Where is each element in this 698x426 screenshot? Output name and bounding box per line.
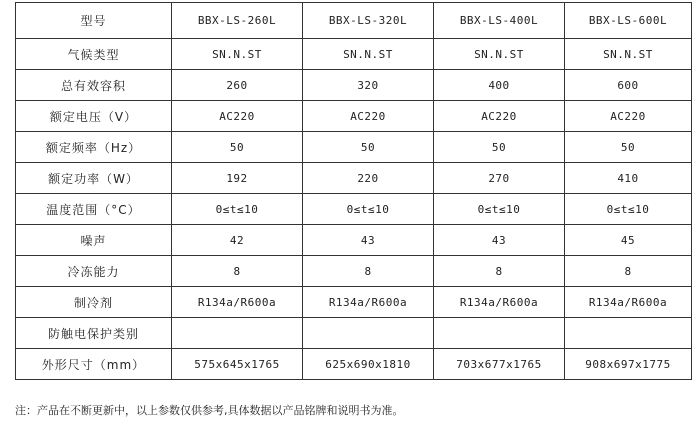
value-cell: 410 — [565, 163, 692, 194]
value-cell: R134a/R600a — [434, 287, 565, 318]
value-cell: 0≤t≤10 — [303, 194, 434, 225]
value-cell: 703x677x1765 — [434, 349, 565, 380]
value-cell: 50 — [303, 132, 434, 163]
header-model-cell: BBX-LS-600L — [565, 3, 692, 39]
value-cell: 45 — [565, 225, 692, 256]
table-row — [16, 39, 692, 70]
value-cell: 8 — [172, 256, 303, 287]
value-cell: 43 — [434, 225, 565, 256]
value-cell: 270 — [434, 163, 565, 194]
value-cell: 220 — [303, 163, 434, 194]
value-cell — [303, 318, 434, 349]
row-label-cell: 额定电压（V） — [16, 101, 172, 132]
table-row — [16, 101, 692, 132]
row-label-cell: 噪声 — [16, 225, 172, 256]
row-label-cell: 气候类型 — [16, 39, 172, 70]
value-cell: AC220 — [172, 101, 303, 132]
value-cell: AC220 — [434, 101, 565, 132]
value-cell: 43 — [303, 225, 434, 256]
header-model-cell: BBX-LS-320L — [303, 3, 434, 39]
header-model-cell: BBX-LS-260L — [172, 3, 303, 39]
value-cell: 400 — [434, 70, 565, 101]
row-label-cell: 总有效容积 — [16, 70, 172, 101]
table-row — [16, 194, 692, 225]
value-cell — [434, 318, 565, 349]
value-cell: 0≤t≤10 — [434, 194, 565, 225]
value-cell: R134a/R600a — [565, 287, 692, 318]
table-body — [16, 39, 692, 380]
table-row — [16, 287, 692, 318]
row-label-cell: 额定频率（Hz） — [16, 132, 172, 163]
value-cell: 600 — [565, 70, 692, 101]
value-cell: 0≤t≤10 — [172, 194, 303, 225]
value-cell: 575x645x1765 — [172, 349, 303, 380]
row-label-cell: 冷冻能力 — [16, 256, 172, 287]
value-cell: R134a/R600a — [172, 287, 303, 318]
value-cell: 192 — [172, 163, 303, 194]
value-cell: 50 — [172, 132, 303, 163]
value-cell: R134a/R600a — [303, 287, 434, 318]
table-row — [16, 256, 692, 287]
table-row — [16, 225, 692, 256]
table-row — [16, 163, 692, 194]
value-cell: AC220 — [303, 101, 434, 132]
value-cell: AC220 — [565, 101, 692, 132]
value-cell: 8 — [303, 256, 434, 287]
value-cell: 260 — [172, 70, 303, 101]
value-cell: 0≤t≤10 — [565, 194, 692, 225]
value-cell: SN.N.ST — [172, 39, 303, 70]
table-row — [16, 318, 692, 349]
row-label-cell: 外形尺寸（mm） — [16, 349, 172, 380]
row-label-cell: 制冷剂 — [16, 287, 172, 318]
value-cell — [565, 318, 692, 349]
value-cell: 42 — [172, 225, 303, 256]
value-cell: SN.N.ST — [434, 39, 565, 70]
header-label-cell: 型号 — [16, 3, 172, 39]
table-header-row — [16, 3, 692, 39]
row-label-cell: 防触电保护类别 — [16, 318, 172, 349]
value-cell: 8 — [434, 256, 565, 287]
header-model-cell: BBX-LS-400L — [434, 3, 565, 39]
value-cell: 908x697x1775 — [565, 349, 692, 380]
value-cell: SN.N.ST — [565, 39, 692, 70]
row-label-cell: 温度范围（°C） — [16, 194, 172, 225]
value-cell: SN.N.ST — [303, 39, 434, 70]
footnote: 注：产品在不断更新中，以上参数仅供参考,具体数据以产品铭牌和说明书为准。 — [15, 404, 404, 417]
table-row — [16, 349, 692, 380]
value-cell: 320 — [303, 70, 434, 101]
table-row — [16, 132, 692, 163]
table-row — [16, 70, 692, 101]
value-cell: 50 — [434, 132, 565, 163]
value-cell — [172, 318, 303, 349]
value-cell: 625x690x1810 — [303, 349, 434, 380]
value-cell: 8 — [565, 256, 692, 287]
value-cell: 50 — [565, 132, 692, 163]
row-label-cell: 额定功率（W） — [16, 163, 172, 194]
spec-table — [15, 2, 692, 380]
